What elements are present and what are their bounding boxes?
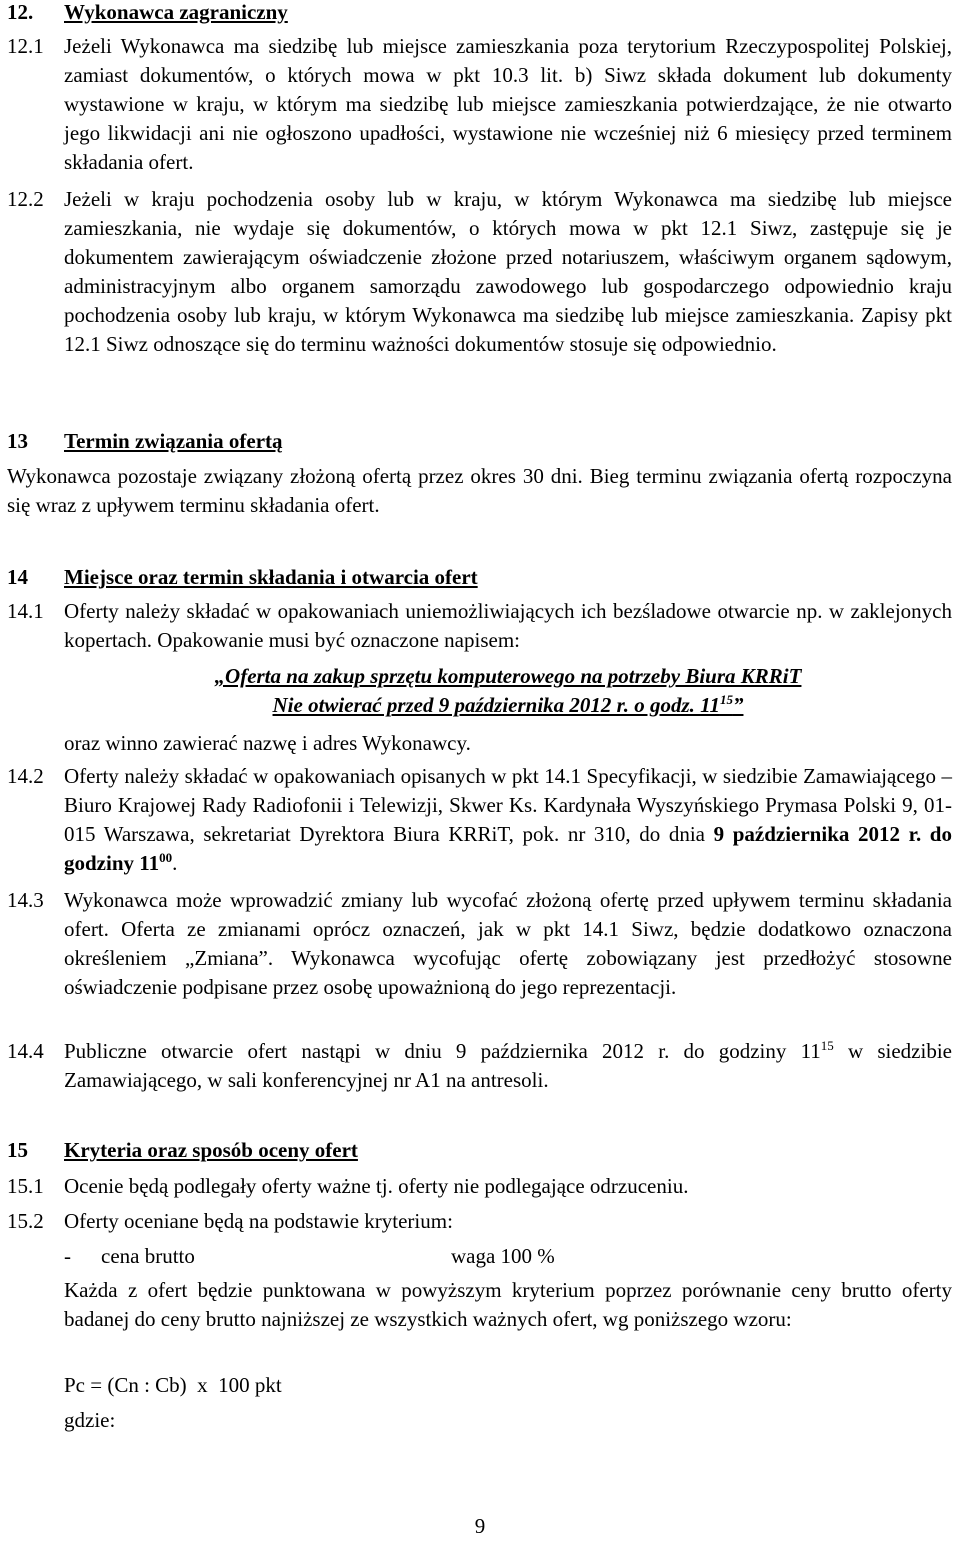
paragraph-14-2 (7, 762, 952, 878)
section-title: Wykonawca zagraniczny (64, 0, 288, 24)
criterion-weight: waga 100 % (451, 1244, 555, 1268)
paragraph-14-4 (7, 1037, 952, 1095)
scoring-formula: Pc = (Cn : Cb) x 100 pkt (64, 1373, 282, 1397)
paragraph-body: Publiczne otwarcie ofert nastąpi w dniu 9 października 2012 r. do godziny 11 (64, 1039, 821, 1063)
paragraph-text: Oferty należy składać w opakowaniach uniemożliwiających ich bezśladowe otwarcie np. w zaklejonych kopertach. Opakowanie musi być oznaczone napisem: (64, 599, 952, 652)
page-number: 9 (474, 1514, 486, 1538)
section-number: 15 (7, 1138, 28, 1162)
paragraph-14-1-continuation: oraz winno zawierać nazwę i adres Wykonawcy. (64, 731, 471, 755)
paragraph-text: Oferty oceniane będą na podstawie kryterium: (64, 1209, 453, 1233)
envelope-label-text: Nie otwierać przed 9 października 2012 r. o godz. 11 (272, 693, 720, 717)
paragraph-text (64, 1037, 952, 1095)
section-12-heading (7, 0, 288, 27)
paragraph-number: 15.1 (7, 1174, 44, 1198)
section-15-heading (7, 1136, 358, 1165)
paragraph-number: 14.4 (7, 1039, 44, 1063)
paragraph-number: 14.3 (7, 888, 44, 912)
paragraph-14-3 (7, 886, 952, 1002)
paragraph-15-1 (7, 1172, 952, 1201)
paragraph-number: 14.2 (7, 764, 44, 788)
section-title: Kryteria oraz sposób oceny ofert (64, 1138, 358, 1162)
paragraph-number: 15.2 (7, 1209, 44, 1233)
envelope-label-line-2 (64, 691, 952, 720)
section-number: 14 (7, 565, 28, 589)
section-number: 13 (7, 429, 28, 453)
paragraph-text: Wykonawca może wprowadzić zmiany lub wycofać złożoną ofertę przed upływem terminu składania ofert. Oferta ze zmianami oprócz oznaczeń, jak w pkt 14.1 Siwz, będzie dodatkowo oznaczona określeniem „Zmiana”. Wykonawca wycofując ofertę zobowiązany jest przedłożyć stosowne oświadczenie podpisane przez osobę upoważnioną do jego reprezentacji. (64, 888, 952, 999)
paragraph-12-2 (7, 185, 952, 359)
opening-minutes: 15 (820, 1038, 834, 1053)
paragraph-number: 14.1 (7, 599, 44, 623)
paragraph-number: 12.2 (7, 187, 44, 211)
criterion-dash: - (64, 1244, 71, 1268)
paragraph-13: Wykonawca pozostaje związany złożoną ofertą przez okres 30 dni. Bieg terminu związania ofertą rozpoczyna się wraz z upływem terminu składania ofert. (7, 464, 952, 517)
deadline-minutes: 00 (159, 850, 173, 865)
section-title: Miejsce oraz termin składania i otwarcia ofert (64, 565, 478, 589)
envelope-label-minutes: 15 (719, 692, 733, 707)
section-13-heading (7, 427, 283, 456)
scoring-description: Każda z ofert będzie punktowana w powyższym kryterium poprzez porównanie ceny brutto oferty badanej do ceny brutto najniższej ze wszystkich ważnych ofert, wg poniższego wzoru: (64, 1278, 952, 1331)
criterion-name: cena brutto (101, 1244, 195, 1268)
paragraph-body-end: w siedzibie Zamawiającego, w sali konferencyjnej nr A1 na antresoli. (64, 1039, 952, 1092)
paragraph-15-2 (7, 1207, 952, 1236)
envelope-label-closing-quote: ” (732, 693, 744, 717)
paragraph-14-1 (7, 597, 952, 655)
formula-where: gdzie: (64, 1408, 116, 1432)
paragraph-end: . (172, 851, 178, 875)
paragraph-text: Jeżeli w kraju pochodzenia osoby lub w kraju, w którym Wykonawca ma siedzibę lub miejsce zamieszkania, nie wydaje się dokumentów, o których mowa w pkt 12.1 Siwz, zastępuje się je dokumentem zawierającym oświadczenie złożone przed notariuszem, właściwym organem sądowym, administracyjnym albo organem samorządu zawodowego lub gospodarczego odpowiednio kraju pochodzenia osoby lub kraju, w którym Wykonawca ma siedzibę lub miejsce zamieszkania. Zapisy pkt 12.1 Siwz odnoszące się do terminu ważności dokumentów stosuje się odpowiednio. (64, 187, 952, 356)
paragraph-text (64, 762, 952, 878)
paragraph-text: Jeżeli Wykonawca ma siedzibę lub miejsce zamieszkania poza terytorium Rzeczypospolitej Polskiej, zamiast dokumentów, o których mowa w pkt 10.3 lit. b) Siwz składa dokument lub dokumenty wystawione w kraju, w którym ma siedzibę lub miejsce zamieszkania potwierdzające, że nie otwarto jego likwidacji ani nie ogłoszono upadłości, wystawione nie wcześniej niż 6 miesięcy przed terminem składania ofert. (64, 34, 952, 174)
paragraph-12-1 (7, 32, 952, 177)
deadline-text: 9 października 2012 r. do godziny 11 (64, 822, 952, 875)
paragraph-body: Oferty należy składać w opakowaniach opisanych w pkt 14.1 Specyfikacji, w siedzibie Zamawiającego – Biuro Krajowej Rady Radiofonii i Telewizji, Skwer Ks. Kardynała Wyszyńskiego Prymasa Polski 9, 01-015 Warszawa, sekretariat Dyrektora Biura KRRiT, pok. nr 310, do dnia (64, 764, 952, 846)
section-14-heading (7, 563, 478, 592)
envelope-label-line-1: „Oferta na zakup sprzętu komputerowego na potrzeby Biura KRRiT (214, 664, 802, 688)
section-title: Termin związania ofertą (64, 429, 283, 453)
paragraph-text: Ocenie będą podlegały oferty ważne tj. oferty nie podlegające odrzuceniu. (64, 1174, 689, 1198)
paragraph-number: 12.1 (7, 34, 44, 58)
section-number: 12. (7, 0, 34, 24)
